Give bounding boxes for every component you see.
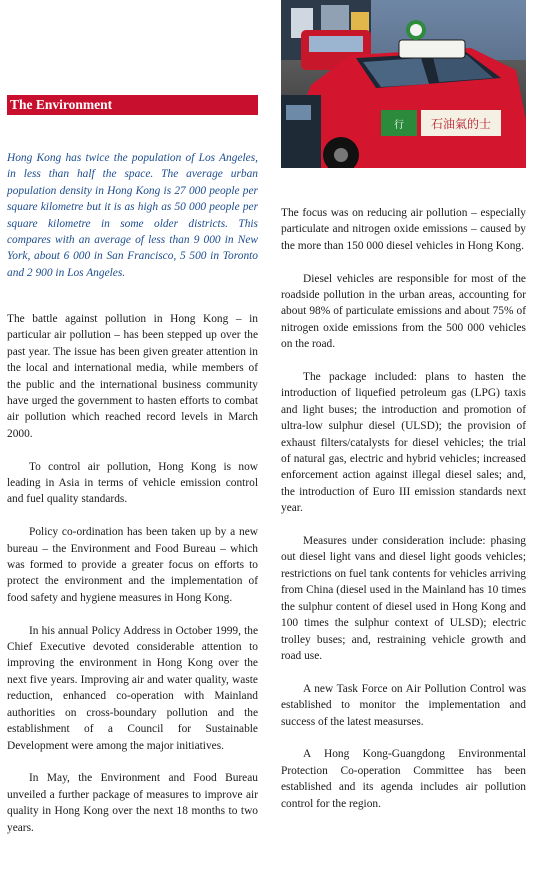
paragraph: The package included: plans to hasten the introduction of liquefied petroleum gas (LPG) taxis and light buses; the introduction and promotion of ultra-low sulphur diesel (ULSD); the provision of exhaust filters/catalysts for diesel vehicles; the trial of natural gas, electric and hybrid vehicles; increased enforcement action against illegal diesel sales; and, the introduction of Euro III emission standards next year.: [281, 371, 526, 515]
taxi-photo: [281, 0, 526, 168]
taxi-badge: 行: [394, 120, 404, 131]
paragraph: The battle against pollution in Hong Kong – in particular air pollution – has been stepped up over the past year. The issue has been given greater attention in the local and international media, while members of the public and the international business community have urged the government to hasten efforts to combat air pollution which reached record levels in March 2000.: [7, 313, 258, 440]
paragraph: To control air pollution, Hong Kong is now leading in Asia in terms of vehicle emission control and fuel quality standards.: [7, 460, 258, 506]
paragraph: Measures under consideration include: phasing out diesel light vans and diesel light goods vehicles; restrictions on fuel tank contents for vehicles arriving from China (diesel used in the Mainland has 10 times the sulphur content of diesel used in Hong Kong and 100 times the sulphur context of ULSD); electric trolley buses; and, restraining vehicle growth and road use.: [281, 535, 526, 662]
paragraph: In May, the Environment and Food Bureau unveiled a further package of measures to improve air quality in Hong Kong over the next 18 months to two years.: [7, 772, 258, 834]
section-title: The Environment: [7, 95, 258, 115]
paragraph: A new Task Force on Air Pollution Control was established to monitor the implementation and success of the latest measurses.: [281, 682, 526, 728]
paragraph: A Hong Kong-Guangdong Environmental Protection Co-operation Committee has been established and its agenda includes air pollution control for the region.: [281, 748, 526, 810]
taxi-illustration: [281, 0, 526, 168]
taxi-sign: 石油氣的士: [430, 117, 492, 131]
paragraph: In his annual Policy Address in October 1999, the Chief Executive devoted considerable attention to improving the environment in Hong Kong over the next five years. Improving air and water quality, waste reduction, enhanced co-operation with Mainland authorities on cross-boundary pollution and the establishment of a Council for Sustainable Development were among the major initiatives.: [7, 624, 258, 752]
left-body: [7, 311, 258, 852]
paragraph: The focus was on reducing air pollution – especially particulate and nitrogen oxide emissions – caused by the more than 150 000 diesel vehicles in Hong Kong.: [281, 207, 526, 252]
paragraph: Policy co-ordination has been taken up by a new bureau – the Environment and Food Bureau – which was formed to provide a greater focus on efforts to protect the environment and the implementation of food safety and hygiene measures in Hong Kong.: [7, 526, 258, 604]
paragraph: Diesel vehicles are responsible for most of the roadside pollution in the urban areas, accounting for about 98% of particulate emissions and about 75% of nitrogen oxide emissions from the 500 000 vehicles on the road.: [281, 272, 526, 351]
intro-text: Hong Kong has twice the population of Los Angeles, in less than half the space. The average urban population density in Hong Kong is 27 000 people per square kilometre but it is as high as 50 000 people per square kilometre in some older districts. This compares with an average of less than 9 000 in New York, about 6 000 in San Francisco, 5 500 in Toronto and 2 900 in Los Angeles.: [7, 152, 258, 279]
right-body: [281, 205, 526, 828]
